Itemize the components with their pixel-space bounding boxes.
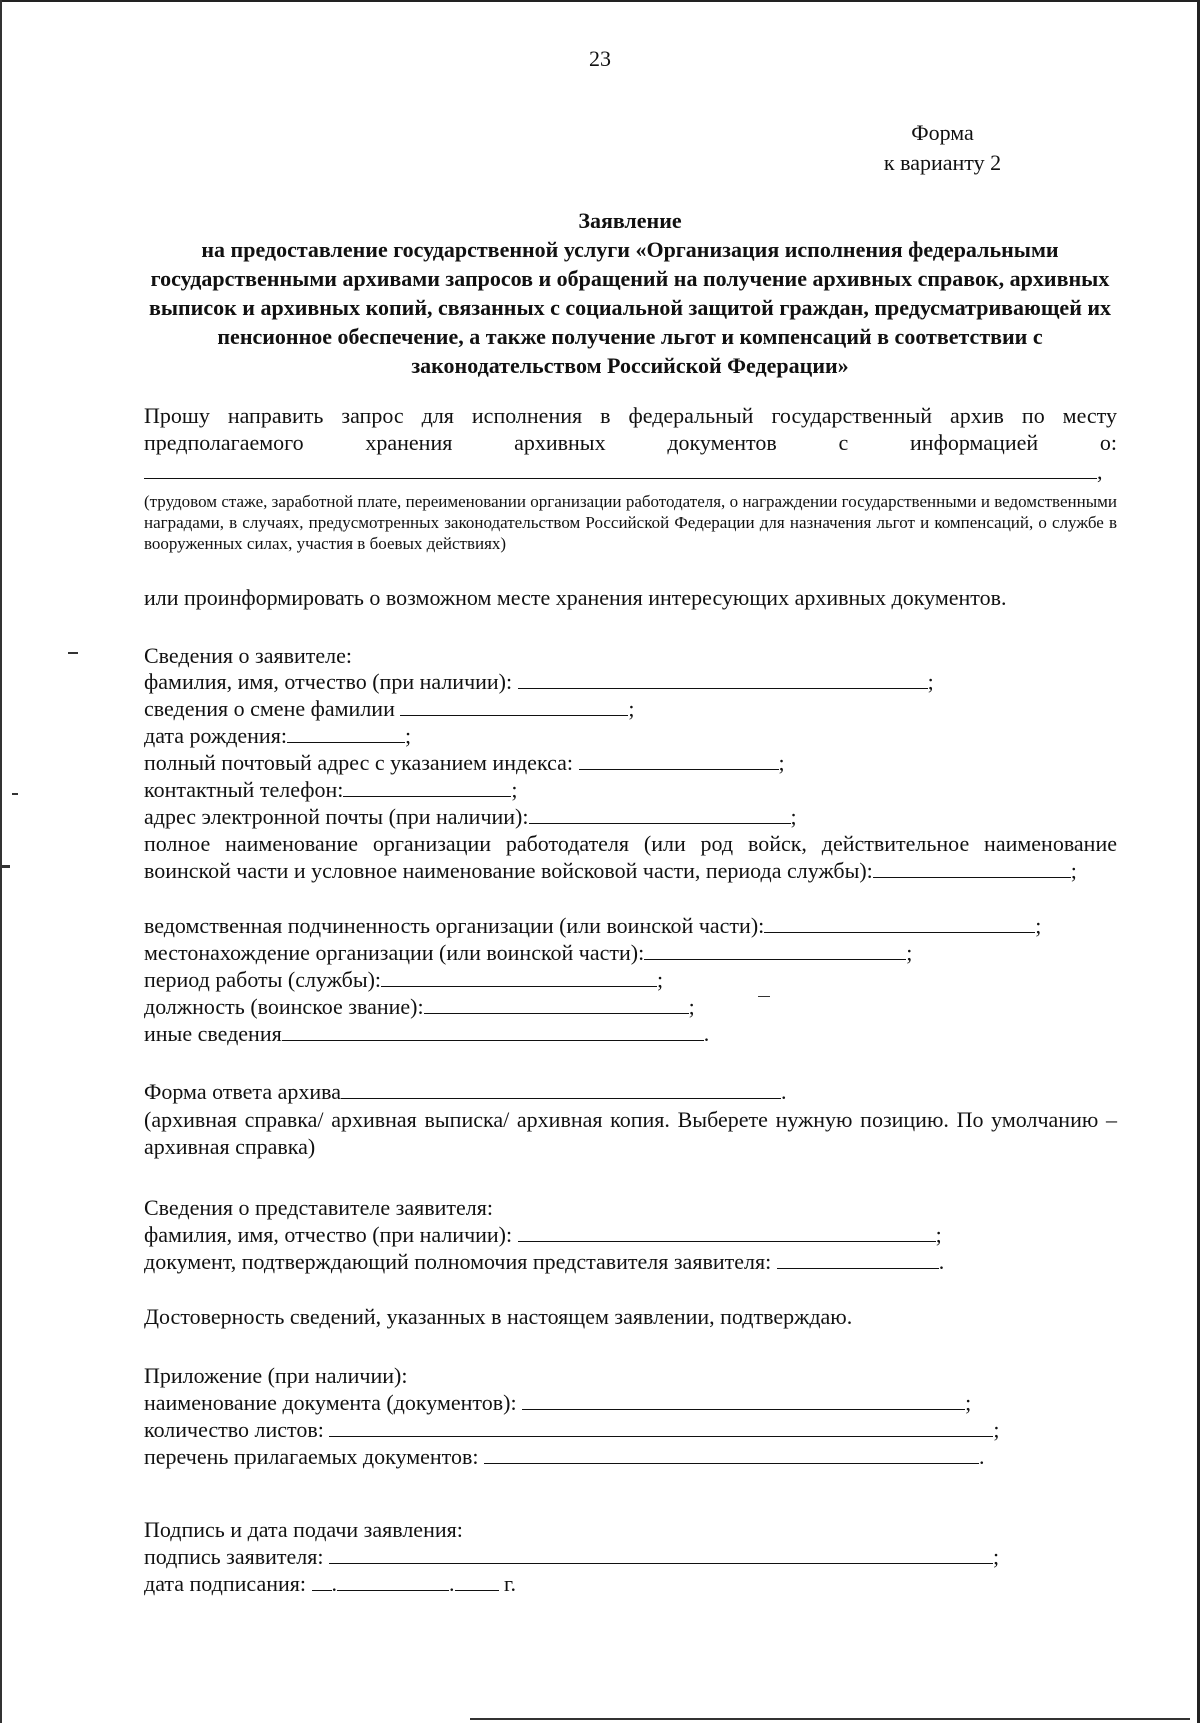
attachment-list-field[interactable] [484,1443,979,1464]
employer-row [144,830,1117,884]
representative-doc-period: . [938,1249,945,1274]
attachment-doc-label: наименование документа (документов): [144,1390,517,1415]
document-title [140,206,1120,380]
title-heading: Заявление [578,208,682,233]
signature-heading: Подпись и дата подачи заявления: [144,1517,463,1542]
scan-edge-bottom [470,1718,1190,1720]
signature-sign-label: подпись заявителя: [144,1544,324,1569]
period-field[interactable] [381,966,657,987]
answer-label: Форма ответа архива [144,1079,341,1104]
attachment-doc-field[interactable] [522,1389,965,1410]
attachment-heading: Приложение (при наличии): [144,1363,408,1388]
location-label: местонахождение организации (или воинской части): [144,940,645,965]
name-change-row [144,695,634,722]
title-subtitle: на предоставление государственной услуги «Организация исполнения федеральными государственными архивами запросов и обращений на получение архивных справок, архивных выписок и архивных копий, связанных с социальной защитой граждан, предусматривающей их пенсионное обеспечение, а также получение льгот и компенсаций в соответствии с законодательством Российской Федерации» [148,237,1112,378]
name-change-label: сведения о смене фамилии [144,696,395,721]
position-label: должность (воинское звание): [144,994,424,1019]
form-label-line-1: Форма [911,120,974,145]
employer-label: полное наименование организации работодателя (или род войск, действительное наименование воинской части и условное наименование войсковой части, периода службы): [144,831,1117,883]
signature-day-field[interactable] [312,1570,332,1591]
phone-semicolon: ; [511,777,518,802]
location-row [144,939,912,966]
request-hint: (трудовом стаже, заработной плате, переименовании организации работодателя, о награждении государственными и ведомственными наградами, в случаях, предусмотренных законодательством Российской Федерации для назначения льгот и компенсаций, о службе в вооруженных силах, участия в боевых действиях) [144,492,1117,553]
signature-date-row [144,1570,516,1597]
page-number: 23 [589,46,611,71]
answer-field[interactable] [341,1078,781,1099]
request-info-field[interactable] [144,458,1097,479]
representative-doc-label: документ, подтверждающий полномочия представителя заявителя: [144,1249,772,1274]
confirm-text: Достоверность сведений, указанных в настоящем заявлении, подтверждаю. [144,1304,853,1329]
scan-speck [12,793,18,795]
email-field[interactable] [529,803,791,824]
request-text: Прошу направить запрос для исполнения в федеральный государственный архив по месту предполагаемого хранения архивных документов с информацией о: [144,403,1117,455]
email-row [144,803,797,830]
scan-speck [0,865,10,868]
subordination-label: ведомственная подчиненность организации (или воинской части): [144,913,765,938]
attachment-sheets-label: количество листов: [144,1417,324,1442]
attachment-doc-row [144,1389,971,1416]
position-field[interactable] [424,993,689,1014]
signature-date-label: дата подписания: [144,1571,306,1596]
attachment-list-label: перечень прилагаемых документов: [144,1444,479,1469]
other-row [144,1020,709,1047]
request-info-comma: , [1097,459,1103,484]
attachment-sheets-semicolon: ; [993,1417,1000,1442]
address-semicolon: ; [778,750,785,775]
position-semicolon: ; [688,994,695,1019]
location-field[interactable] [644,939,906,960]
representative-name-row [144,1221,942,1248]
employer-semicolon: ; [1070,858,1077,883]
representative-doc-row [144,1248,944,1275]
other-label: иные сведения [144,1021,282,1046]
period-label: период работы (службы): [144,967,382,992]
other-period: . [703,1021,710,1046]
signature-month-field[interactable] [337,1570,449,1591]
applicant-heading: Сведения о заявителе: [144,643,353,668]
representative-doc-field[interactable] [777,1248,939,1269]
signature-sign-semicolon: ; [993,1544,1000,1569]
phone-label: контактный телефон: [144,777,344,802]
inform-text: или проинформировать о возможном месте хранения интересующих архивных документов. [144,585,1007,610]
signature-date-dot-2: . [449,1571,455,1596]
representative-name-semicolon: ; [935,1222,942,1247]
scan-speck [758,996,770,997]
applicant-name-semicolon: ; [927,669,934,694]
attachment-doc-semicolon: ; [965,1390,972,1415]
subordination-field[interactable] [764,912,1035,933]
representative-heading: Сведения о представителе заявителя: [144,1195,493,1220]
phone-row [144,776,518,803]
birth-date-semicolon: ; [404,723,412,748]
birth-date-field[interactable] [287,722,405,743]
employer-field[interactable] [873,857,1071,878]
name-change-field[interactable] [400,695,628,716]
attachment-list-period: . [979,1444,985,1469]
subordination-semicolon: ; [1035,913,1042,938]
location-semicolon: ; [906,940,913,965]
phone-field[interactable] [343,776,511,797]
address-field[interactable] [579,749,779,770]
answer-hint: (архивная справка/ архивная выписка/ архивная копия. Выберете нужную позицию. По умолчанию – архивная справка) [144,1107,1117,1159]
signature-sign-field[interactable] [329,1543,993,1564]
form-label [830,118,1055,178]
signature-sign-row [144,1543,999,1570]
scan-edge-left [0,0,2,1723]
signature-year-field[interactable] [455,1570,499,1591]
scan-speck [68,652,78,654]
applicant-name-row [144,668,934,695]
period-semicolon: ; [657,967,664,992]
period-row [144,966,663,993]
birth-date-row [144,722,411,749]
birth-date-label: дата рождения: [144,723,287,748]
other-field[interactable] [282,1020,704,1041]
representative-name-label: фамилия, имя, отчество (при наличии): [144,1222,513,1247]
answer-row [144,1078,786,1105]
attachment-sheets-field[interactable] [329,1416,993,1437]
representative-name-field[interactable] [518,1221,936,1242]
signature-date-dot-1: . [331,1571,337,1596]
address-label: полный почтовый адрес с указанием индекса: [144,750,573,775]
applicant-name-field[interactable] [518,668,928,689]
signature-year-suffix: г. [504,1571,517,1596]
email-label: адрес электронной почты (при наличии): [144,804,529,829]
name-change-semicolon: ; [628,696,635,721]
attachment-sheets-row [144,1416,1000,1443]
form-label-line-2: к варианту 2 [883,150,1002,175]
position-row [144,993,695,1020]
attachment-list-row [144,1443,985,1470]
answer-period: . [780,1079,787,1104]
email-semicolon: ; [790,804,797,829]
request-info-row [144,458,1103,485]
subordination-row [144,912,1041,939]
applicant-name-label: фамилия, имя, отчество (при наличии): [144,669,513,694]
address-row [144,749,785,776]
scan-edge-top [0,0,1200,2]
